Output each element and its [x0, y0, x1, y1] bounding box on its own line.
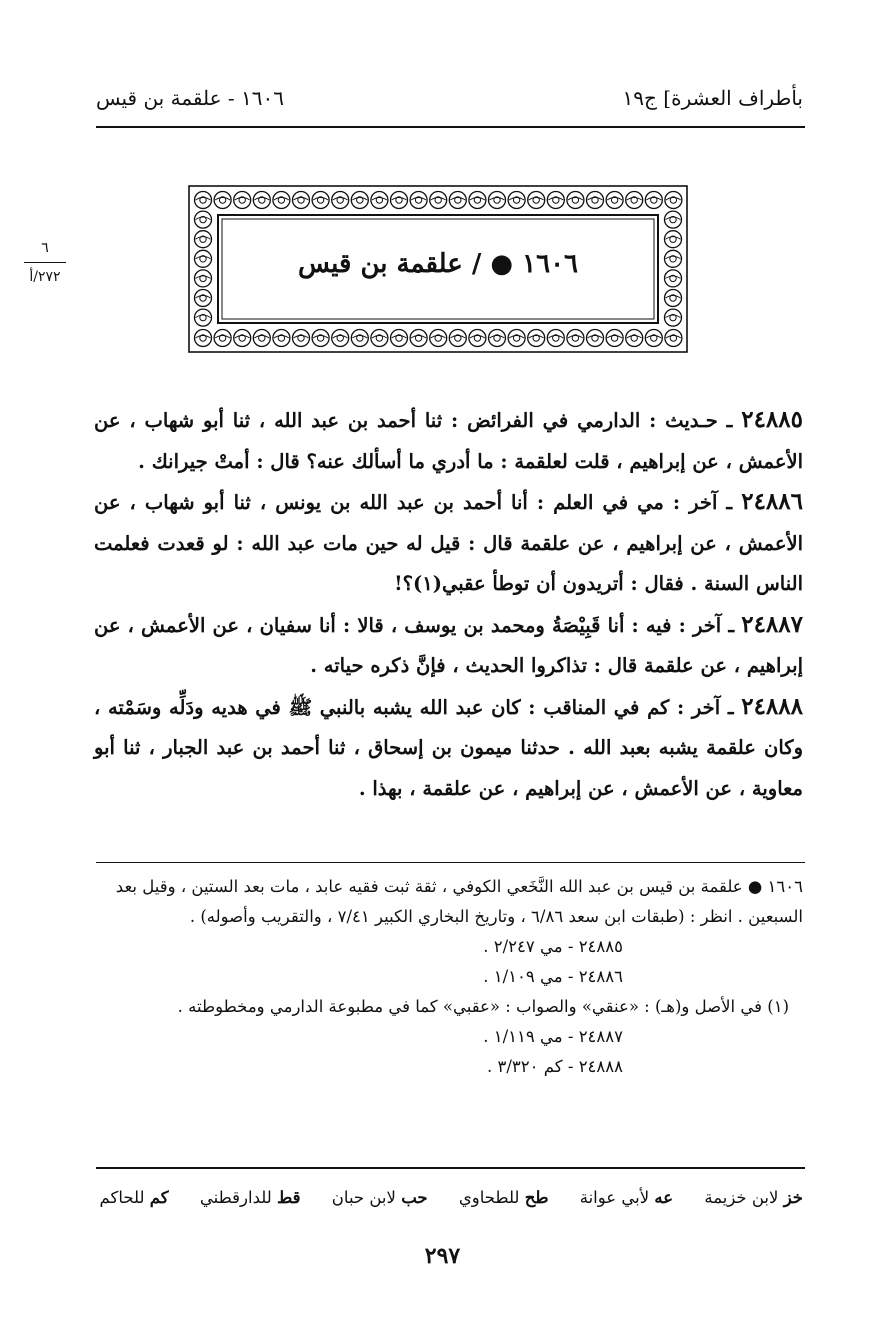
hadith-paragraph — [94, 400, 803, 482]
ornament-shape — [509, 198, 524, 201]
hadith-paragraph — [94, 482, 803, 605]
ornament-shape — [665, 309, 682, 326]
hadith-body: ـ آخر : كم في المناقب : كان عبد الله يشبه بالنبي ﷺ في هديه ودَلِّه وسَمْته ، وكان علقمة يشبه بعبد الله . حدثنا ميمون بن إسحاق ، ثنا أحمد بن عبد الجبار ، ثنا أبو معاوية ، عن الأعمش ، عن إبراهيم ، عن علقمة ، بهذا . — [94, 695, 803, 800]
ornament-shape — [665, 290, 682, 307]
section-title: ١٦٠٦ ● / علقمة بن قيس — [298, 249, 578, 279]
ornament-shape — [627, 198, 642, 201]
ornament-shape — [372, 198, 387, 201]
ornament-shape — [294, 336, 309, 339]
ornament-shape — [392, 198, 407, 201]
ornament-shape — [489, 192, 506, 209]
ornament-shape — [528, 330, 545, 347]
ornament-shape — [195, 192, 212, 209]
ornament-shape — [547, 192, 564, 209]
hadith-text — [94, 400, 803, 809]
header-chapter: ١٦٠٦ - علقمة بن قيس — [96, 86, 284, 110]
ornament-shape — [254, 336, 269, 339]
ornament-shape — [606, 330, 623, 347]
abbr-code: كم — [149, 1188, 169, 1207]
ornament-shape — [645, 192, 662, 209]
ornament-shape — [294, 198, 309, 201]
ornament-shape — [274, 336, 289, 339]
ornamental-title-frame — [188, 185, 688, 353]
ornament-shape — [235, 336, 250, 339]
ornament-shape — [548, 336, 563, 339]
margin-bottom-number: ٢٧٢/أ — [29, 269, 61, 285]
footnote-item: ٢٤٨٨٥ - مي ٢/٢٤٧ . — [483, 937, 623, 956]
abbr-item — [332, 1188, 428, 1207]
ornament-shape — [196, 336, 211, 339]
ornament-shape — [450, 336, 465, 339]
ornament-shape — [666, 198, 681, 201]
ornament-shape — [588, 198, 603, 201]
ornament-shape — [313, 336, 328, 339]
ornament-shape — [215, 336, 230, 339]
abbr-code: قط — [276, 1188, 301, 1207]
ornament-shape — [196, 237, 211, 240]
ornament-shape — [215, 198, 230, 201]
ornament-shape — [351, 192, 368, 209]
header-book-title: بأطراف العشرة] ج١٩ — [622, 86, 803, 110]
ornament-shape — [489, 330, 506, 347]
ornament-shape — [391, 330, 408, 347]
ornament-shape — [567, 192, 584, 209]
ornament-shape — [665, 211, 682, 228]
abbr-name: لابن خزيمة — [704, 1188, 779, 1207]
ornament-shape — [196, 296, 211, 299]
abbr-item — [100, 1188, 169, 1207]
ornament-shape — [312, 330, 329, 347]
ornament-shape — [351, 330, 368, 347]
ornament-shape — [528, 192, 545, 209]
ornament-shape — [665, 330, 682, 347]
ornament-shape — [352, 198, 367, 201]
ornament-shape — [214, 330, 231, 347]
abbr-item — [200, 1188, 301, 1207]
ornament-shape — [567, 330, 584, 347]
ornament-shape — [470, 336, 485, 339]
ornament-shape — [450, 198, 465, 201]
hadith-number: ٢٤٨٨٦ — [741, 488, 803, 515]
ornament-shape — [509, 336, 524, 339]
ornament-shape — [666, 315, 681, 318]
ornament-shape — [431, 198, 446, 201]
ornament-shape — [529, 336, 544, 339]
ornament-shape — [293, 330, 310, 347]
ornament-shape — [470, 198, 485, 201]
ornament-shape — [587, 330, 604, 347]
ornament-shape — [273, 330, 290, 347]
ornament-shape — [627, 336, 642, 339]
ornament-shape — [234, 330, 251, 347]
ornament-shape — [411, 198, 426, 201]
footnote-rule — [96, 862, 805, 863]
abbr-item — [459, 1188, 549, 1207]
ornament-shape — [430, 330, 447, 347]
footnotes — [96, 872, 803, 1082]
abbr-code: حب — [401, 1188, 428, 1207]
ornament-shape — [665, 192, 682, 209]
ornament-shape — [371, 330, 388, 347]
ornament-shape — [235, 198, 250, 201]
hadith-paragraph — [94, 605, 803, 687]
ornament-shape — [548, 198, 563, 201]
footnote-item: ٢٤٨٨٧ - مي ١/١١٩ . — [483, 1027, 623, 1046]
ornament-shape — [626, 330, 643, 347]
footnote-item: ٢٤٨٨٦ - مي ١/١٠٩ . — [483, 967, 623, 986]
ornament-shape — [666, 296, 681, 299]
ornament-shape — [411, 336, 426, 339]
margin-divider — [24, 262, 66, 263]
abbreviation-key — [90, 1188, 803, 1207]
ornament-shape — [332, 330, 349, 347]
ornament-shape — [607, 198, 622, 201]
ornament-shape — [568, 198, 583, 201]
ornament-shape — [293, 192, 310, 209]
ornament-shape — [195, 290, 212, 307]
running-header — [96, 82, 803, 116]
abbr-name: للدارقطني — [199, 1188, 272, 1207]
ornament-shape — [391, 192, 408, 209]
ornament-shape — [372, 336, 387, 339]
abbr-item — [704, 1188, 803, 1207]
hadith-number: ٢٤٨٨٨ — [741, 692, 803, 720]
ornament-shape — [587, 192, 604, 209]
abbr-code: عه — [654, 1188, 674, 1207]
ornament-shape — [666, 237, 681, 240]
ornament-shape — [547, 330, 564, 347]
abbr-code: طح — [524, 1188, 549, 1207]
ornament-shape — [195, 211, 212, 228]
ornament-shape — [253, 192, 270, 209]
ornament-shape — [410, 330, 427, 347]
abbr-name: لابن حبان — [331, 1188, 396, 1207]
hadith-number: ٢٤٨٨٥ — [741, 406, 803, 433]
abbr-item — [580, 1188, 673, 1207]
abbr-code: خز — [783, 1188, 803, 1207]
ornament-shape — [508, 192, 525, 209]
ornament-shape — [254, 198, 269, 201]
ornament-shape — [333, 336, 348, 339]
ornament-shape — [392, 336, 407, 339]
ornament-shape — [645, 330, 662, 347]
ornament-shape — [469, 192, 486, 209]
ornament-shape — [490, 198, 505, 201]
ornament-shape — [469, 330, 486, 347]
ornament-shape — [430, 192, 447, 209]
ornament-shape — [666, 336, 681, 339]
hadith-body: ـ حـديث : الدارمي في الفرائض : ثنا أحمد بن عبد الله ، ثنا أبو شهاب ، عن الأعمش ، عن إبراهيم ، قلت لعلقمة : ما أدري ما أسألك عنه؟ قال : أمتْ جيرانك . — [94, 409, 803, 473]
ornament-shape — [195, 309, 212, 326]
ornament-shape — [606, 192, 623, 209]
margin-reference — [22, 240, 68, 285]
ornament-shape — [490, 336, 505, 339]
ornament-shape — [449, 330, 466, 347]
footnote-item: (١) في الأصل و(هـ) : «عنقي» والصواب : «عقبي» كما في مطبوعة الدارمي ومخطوطته . — [177, 997, 789, 1016]
page-number: ٢٩٧ — [424, 1243, 461, 1269]
ornament-shape — [371, 192, 388, 209]
ornament-shape — [607, 336, 622, 339]
ornament-shape — [196, 315, 211, 318]
ornament-shape — [214, 192, 231, 209]
ornament-shape — [508, 330, 525, 347]
ornament-shape — [195, 330, 212, 347]
ornament-shape — [646, 198, 661, 201]
ornament-shape — [332, 192, 349, 209]
ornament-shape — [274, 198, 289, 201]
ornament-shape — [410, 192, 427, 209]
ornament-shape — [253, 330, 270, 347]
abbr-name: للحاكم — [99, 1188, 145, 1207]
ornament-shape — [529, 198, 544, 201]
ornament-shape — [666, 217, 681, 220]
ornament-shape — [273, 192, 290, 209]
hadith-body: ـ آخر : فيه : أنا قَبِيْصَةُ ومحمد بن يوسف ، قالا : أنا سفيان ، عن الأعمش ، عن إبراهيم ، عن علقمة قال : تذاكروا الحديث ، فإنَّ ذكره حياته . — [94, 613, 803, 677]
ornament-shape — [665, 231, 682, 248]
abbreviation-rule — [96, 1167, 805, 1169]
footnote-item: ١٦٠٦ ● علقمة بن قيس بن عبد الله النَّخَعي الكوفي ، ثقة ثبت فقيه عابد ، مات بعد الستين ، وقيل بعد السبعين . انظر : (طبقات ابن سعد ٦/٨٦ ، وتاريخ البخاري الكبير ٧/٤١ ، والتقريب وأصوله) . — [115, 877, 803, 926]
ornament-shape — [333, 198, 348, 201]
ornament-shape — [234, 192, 251, 209]
ornament-shape — [195, 231, 212, 248]
ornament-shape — [449, 192, 466, 209]
ornament-shape — [312, 192, 329, 209]
ornament-shape — [313, 198, 328, 201]
header-rule — [96, 126, 805, 128]
ornament-shape — [196, 198, 211, 201]
ornament-shape — [196, 217, 211, 220]
ornament-shape — [626, 192, 643, 209]
ornament-shape — [352, 336, 367, 339]
ornament-shape — [431, 336, 446, 339]
hadith-number: ٢٤٨٨٧ — [741, 610, 803, 638]
margin-top-number: ٦ — [41, 240, 49, 256]
ornament-shape — [568, 336, 583, 339]
abbr-name: لأبي عوانة — [579, 1188, 650, 1207]
hadith-body: ـ آخر : مي في العلم : أنا أحمد بن عبد الله بن يونس ، ثنا أبو شهاب ، عن الأعمش ، عن إبراهيم ، عن علقمة قال : قيل له حين مات عبد الله : لو قعدت فعلمت الناس السنة . فقال : أتريدون أن توطأ عقبي(١)؟! — [94, 491, 803, 595]
abbr-name: للطحاوي — [458, 1188, 520, 1207]
hadith-paragraph — [94, 687, 803, 810]
ornament-shape — [646, 336, 661, 339]
ornament-shape — [588, 336, 603, 339]
footnote-item: ٢٤٨٨٨ - كم ٣/٣٢٠ . — [487, 1057, 623, 1076]
